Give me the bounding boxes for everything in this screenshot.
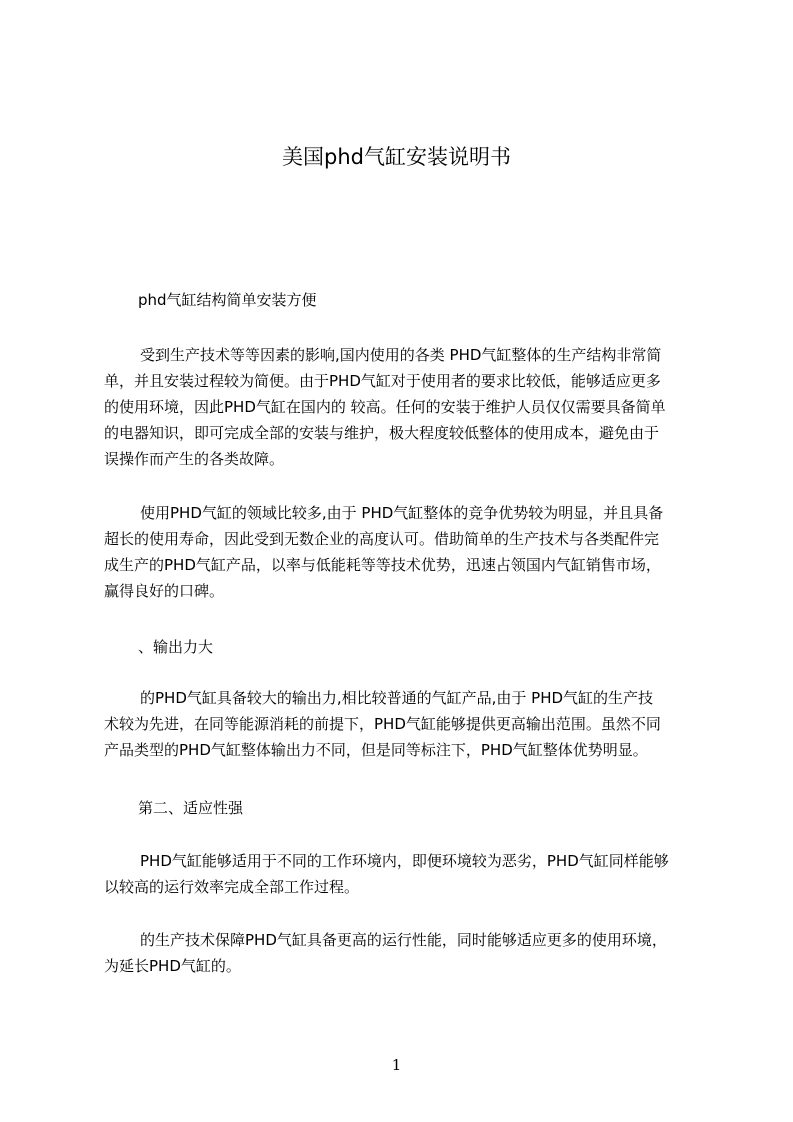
- paragraph-line: 单，并且安装过程较为简便。由于PHD气缸对于使用者的要求比较低，能够适应更多: [104, 372, 661, 390]
- section-heading: [104, 634, 698, 660]
- paragraph-line: 超长的使用寿命，因此受到无数企业的高度认可。借助简单的生产技术与各类配件完: [104, 530, 660, 548]
- paragraph: [104, 927, 698, 979]
- paragraph-line: 误操作而产生的各类故障。: [104, 450, 285, 468]
- heading-text: phd气缸结构简单安装方便: [138, 291, 317, 309]
- paragraph-line: 以较高的运行效率完成全部工作过程。: [104, 878, 360, 896]
- paragraph-line: 术较为先进，在同等能源消耗的前提下，PHD气缸能够提供更高输出范围。虽然不同: [104, 715, 661, 733]
- section-heading: [104, 795, 698, 821]
- paragraph-line: 受到生产技术等等因素的影响,国内使用的各类 PHD气缸整体的生产结构非常简: [140, 346, 662, 364]
- paragraph-line: 赢得良好的口碑。: [104, 582, 225, 600]
- paragraph-line: 的电器知识，即可完成全部的安装与维护，极大程度较低整体的使用成本，避免由于: [104, 424, 660, 442]
- heading-text: 、输出力大: [138, 638, 214, 656]
- paragraph: [104, 848, 698, 900]
- paragraph: [104, 342, 698, 472]
- section-heading: [104, 287, 698, 313]
- paragraph-line: 的生产技术保障PHD气缸具备更高的运行性能，同时能够适应更多的使用环境，: [140, 931, 667, 949]
- document-title: 美国phd气缸安装说明书: [282, 145, 511, 169]
- paragraph: [104, 500, 698, 604]
- paragraph-line: 为延长PHD气缸的。: [104, 957, 241, 975]
- page-number: 1: [391, 1056, 402, 1074]
- paragraph-line: 成生产的PHD气缸产品，以率与低能耗等等技术优势，迅速占领国内气缸销售市场，: [104, 556, 661, 574]
- paragraph-line: 产品类型的PHD气缸整体输出力不同，但是同等标注下，PHD气缸整体优势明显。: [104, 741, 648, 759]
- paragraph-line: PHD气缸能够适用于不同的工作环境内，即便环境较为恶劣，PHD气缸同样能够: [140, 852, 669, 870]
- heading-text: 第二、适应性强: [138, 799, 244, 817]
- paragraph: [104, 685, 698, 763]
- paragraph-line: 的PHD气缸具备较大的输出力,相比较普通的气缸产品,由于 PHD气缸的生产技: [140, 689, 654, 707]
- paragraph-line: 的使用环境，因此PHD气缸在国内的 较高。任何的安装于维护人员仅仅需要具备简单: [104, 398, 666, 416]
- paragraph-line: 使用PHD气缸的领域比较多,由于 PHD气缸整体的竞争优势较为明显，并且具备: [140, 504, 664, 522]
